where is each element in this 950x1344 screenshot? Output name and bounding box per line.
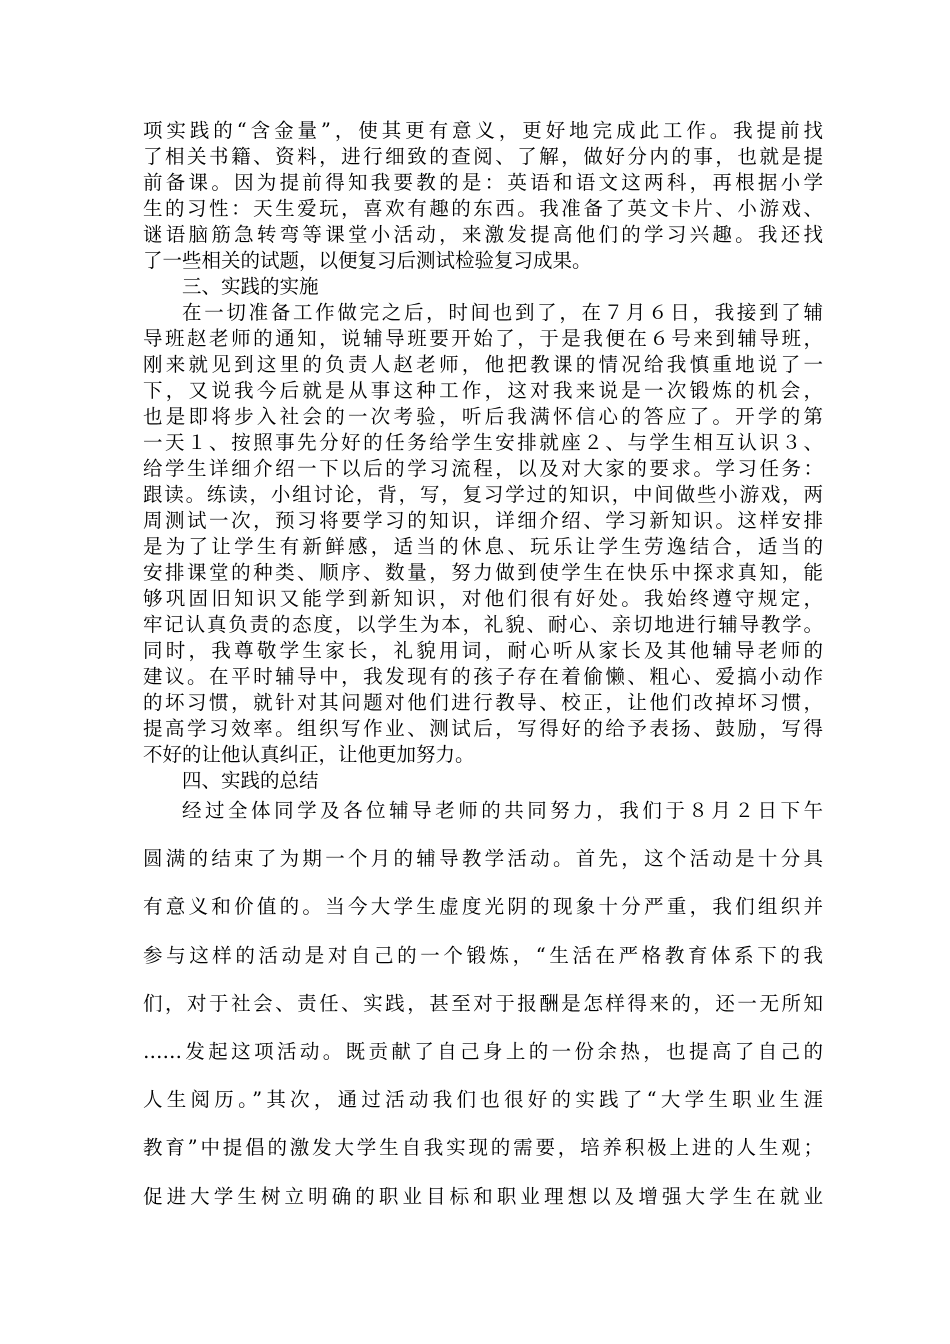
text-line: 下，又说我今后就是从事这种工作，这对我来说是一次锻炼的机会， — [143, 379, 823, 402]
text-line: 够巩固旧知识又能学到新知识，对他们很有好处。我始终遵守规定， — [143, 587, 823, 610]
section-heading-3: 三、实践的实施 — [182, 275, 319, 298]
text-line: 生的习性：天生爱玩，喜欢有趣的东西。我准备了英文卡片、小游戏、 — [143, 197, 823, 220]
text-line: 们，对于社会、责任、实践，甚至对于报酬是怎样得来的，还一无所知 — [143, 991, 823, 1015]
text-line: 提高学习效率。组织写作业、测试后，写得好的给予表扬、鼓励，写得 — [143, 717, 823, 740]
text-line: 前备课。因为提前得知我要教的是：英语和语文这两科，再根据小学 — [143, 171, 823, 194]
text-line: 了一些相关的试题，以便复习后测试检验复习成果。 — [143, 249, 592, 272]
text-line: 同时，我尊敬学生家长，礼貌用词，耐心听从家长及其他辅导老师的 — [143, 639, 823, 662]
text-line: 刚来就见到这里的负责人赵老师，他把教课的情况给我慎重地说了一 — [143, 353, 823, 376]
text-line: 导班赵老师的通知，说辅导班要开始了，于是我便在６号来到辅导班， — [143, 327, 823, 350]
text-line: 谜语脑筋急转弯等课堂小活动，来激发提高他们的学习兴趣。我还找 — [143, 223, 823, 246]
text-line: 项实践的“含金量”，使其更有意义，更好地完成此工作。我提前找 — [143, 119, 823, 142]
text-line: 有意义和价值的。当今大学生虚度光阴的现象十分严重，我们组织并 — [143, 895, 823, 919]
text-line: 了相关书籍、资料，进行细致的查阅、了解，做好分内的事，也就是提 — [143, 145, 823, 168]
body-text-spaced — [143, 787, 823, 1221]
text-line: 安排课堂的种类、顺序、数量，努力做到使学生在快乐中探求真知，能 — [143, 561, 823, 584]
text-line: ……发起这项活动。既贡献了自己身上的一份余热，也提高了自己的 — [143, 1040, 823, 1064]
text-line: 圆满的结束了为期一个月的辅导教学活动。首先，这个活动是十分具 — [143, 847, 823, 871]
text-line: 建议。在平时辅导中，我发现有的孩子存在着偷懒、粗心、爱搞小动作 — [143, 665, 823, 688]
text-line: 教育”中提倡的激发大学生自我实现的需要，培养积极上进的人生观； — [143, 1136, 823, 1160]
text-line: 人生阅历。”其次，通过活动我们也很好的实践了“大学生职业生涯 — [143, 1088, 823, 1112]
text-line: 经过全体同学及各位辅导老师的共同努力，我们于８月２日下午 — [182, 799, 823, 822]
text-line: 牢记认真负责的态度，以学生为本，礼貌、耐心、亲切地进行辅导教学。 — [143, 613, 823, 636]
text-line: 给学生详细介绍一下以后的学习流程，以及对大家的要求。学习任务： — [143, 457, 823, 480]
text-line: 不好的让他认真纠正，让他更加努力。 — [143, 743, 475, 766]
text-line: 跟读。练读，小组讨论，背，写，复习学过的知识，中间做些小游戏，两 — [143, 483, 823, 506]
body-text-dense — [143, 118, 823, 794]
text-line: 促进大学生树立明确的职业目标和职业理想以及增强大学生在就业 — [143, 1184, 823, 1208]
section-heading-4: 四、实践的总结 — [182, 769, 319, 792]
text-line: 周测试一次，预习将要学习的知识，详细介绍、学习新知识。这样安排 — [143, 509, 823, 532]
text-line: 是为了让学生有新鲜感，适当的休息、玩乐让学生劳逸结合，适当的 — [143, 535, 823, 558]
text-line: 参与这样的活动是对自己的一个锻炼，“生活在严格教育体系下的我 — [143, 943, 823, 967]
text-line: 在一切准备工作做完之后，时间也到了，在７月６日，我接到了辅 — [182, 301, 823, 324]
text-line: 一天１、按照事先分好的任务给学生安排就座２、与学生相互认识３、 — [143, 431, 823, 454]
text-line: 的坏习惯，就针对其问题对他们进行教导、校正，让他们改掉坏习惯， — [143, 691, 823, 714]
text-line: 也是即将步入社会的一次考验，听后我满怀信心的答应了。开学的第 — [143, 405, 823, 428]
